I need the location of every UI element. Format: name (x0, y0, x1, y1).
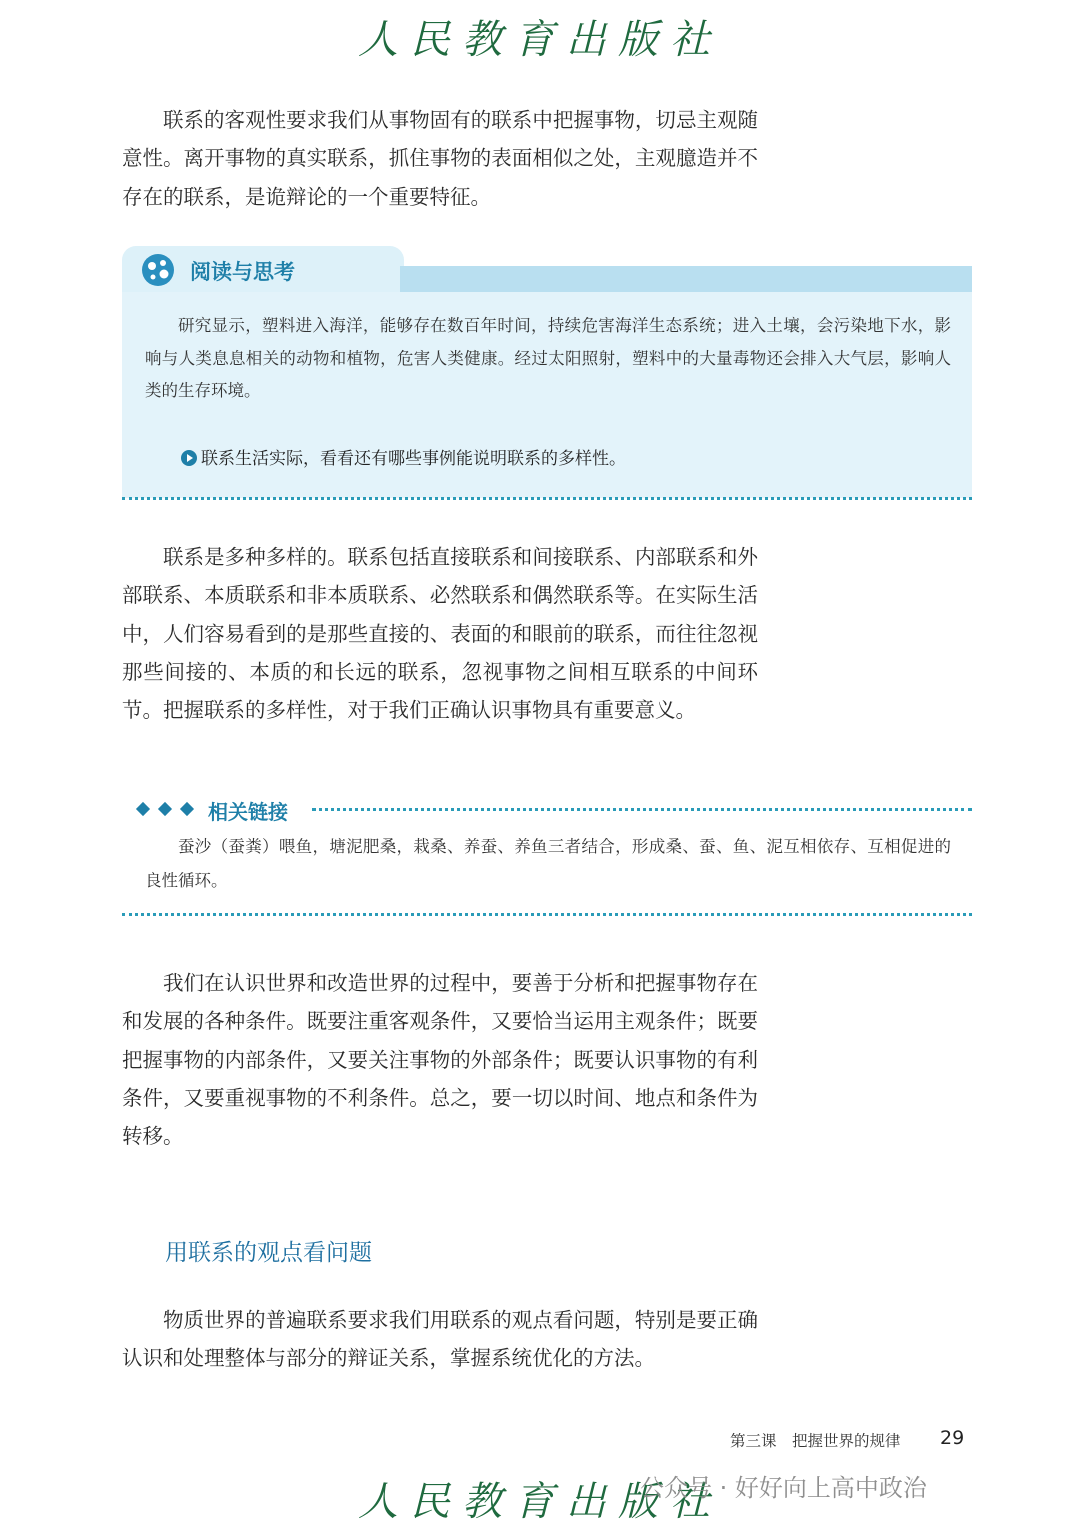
diamond-icon (158, 802, 172, 816)
paragraph-conditions: 我们在认识世界和改造世界的过程中，要善于分析和把握事物存在和发展的各种条件。既要注重客观条件，又要恰当运用主观条件；既要把握事物的内部条件，又要关注事物的外部条件；既要认识事物的有利条件，又要重视事物的不利条件。总之，要一切以时间、地点和条件为转移。 (122, 971, 758, 1149)
reading-box-text: 研究显示，塑料进入海洋，能够存在数百年时间，持续危害海洋生态系统；进入土壤，会污染地下水，影响与人类息息相关的动物和植物，危害人类健康。经过太阳照射，塑料中的大量毒物还会排入大气层，影响人类的生存环境。 (145, 316, 951, 400)
play-arrow-icon (181, 450, 197, 466)
page-number: 29 (940, 1427, 965, 1449)
reading-question-text: 联系生活实际，看看还有哪些事例能说明联系的多样性。 (201, 449, 626, 469)
reading-box-strip (400, 266, 972, 294)
related-link-bottom-divider (122, 913, 972, 916)
paragraph-objectivity: 联系的客观性要求我们从事物固有的联系中把握事物，切忌主观随意性。离开事物的真实联系，抓住事物的表面相似之处，主观臆造并不存在的联系，是诡辩论的一个重要特征。 (122, 108, 758, 209)
paragraph-diversity: 联系是多种多样的。联系包括直接联系和间接联系、内部联系和外部联系、本质联系和非本质联系、必然联系和偶然联系等。在实际生活中，人们容易看到的是那些直接的、表面的和眼前的联系，而往往忽视那些间接的、本质的和长远的联系，忽视事物之间相互联系的中间环节。把握联系的多样性，对于我们正确认识事物具有重要意义。 (122, 545, 758, 723)
wechat-watermark: 公众号 · 好好向上高中政治 (640, 1474, 927, 1502)
publisher-logo-footer: 人民教育出版社 (358, 1479, 722, 1525)
paragraph-viewpoint: 物质世界的普遍联系要求我们用联系的观点看问题，特别是要正确认识和处理整体与部分的辩证关系，掌握系统优化的方法。 (122, 1308, 758, 1371)
related-link-title: 相关链接 (208, 800, 288, 824)
reading-think-icon (140, 252, 176, 288)
reading-box-title: 阅读与思考 (190, 260, 295, 284)
section-heading: 用联系的观点看问题 (165, 1240, 372, 1266)
publisher-logo-header: 人民教育出版社 (358, 17, 722, 63)
related-link-top-divider (312, 808, 972, 811)
reading-box-divider (122, 497, 972, 500)
diamond-icon (180, 802, 194, 816)
related-link-text: 蚕沙（蚕粪）喂鱼，塘泥肥桑，栽桑、养蚕、养鱼三者结合，形成桑、蚕、鱼、泥互相依存、互相促进的良性循环。 (145, 837, 951, 890)
chapter-footer: 第三课 把握世界的规律 (730, 1432, 901, 1450)
reading-box-question (181, 444, 626, 469)
diamond-icon (136, 802, 150, 816)
